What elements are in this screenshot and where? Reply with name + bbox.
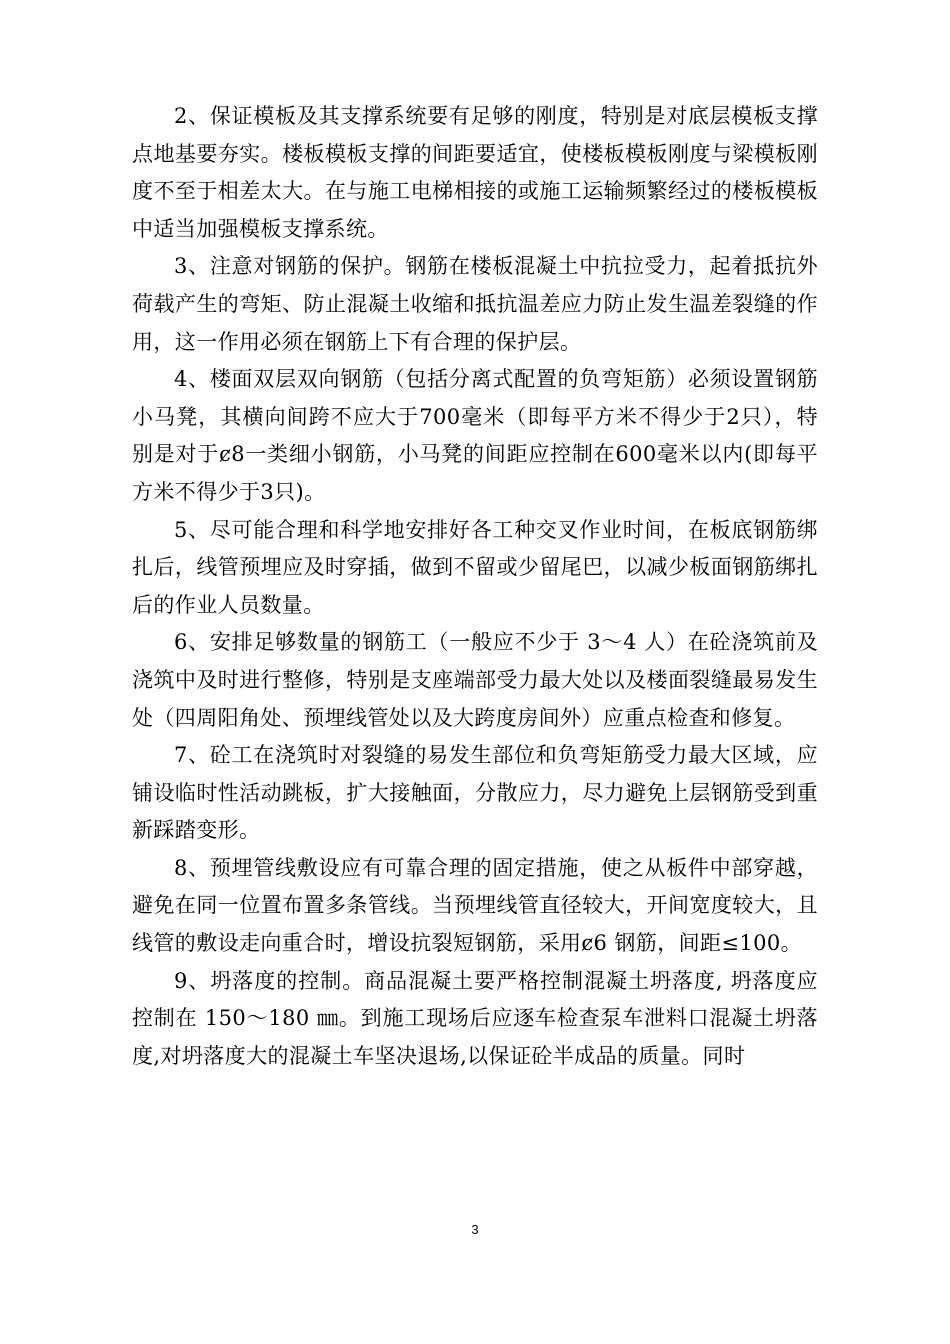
- paragraph-2: 2、保证模板及其支撑系统要有足够的刚度，特别是对底层模板支撑点地基要夯实。楼板模板支撑的间距要适宜，使楼板模板刚度与梁模板刚度不至于相差太大。在与施工电梯相接的或施工运输频繁经过的楼板模板中适当加强模板支撑系统。: [132, 104, 818, 241]
- paragraph-7: 7、砼工在浇筑时对裂缝的易发生部位和负弯矩筋受力最大区域，应铺设临时性活动跳板，扩大接触面，分散应力，尽力避免上层钢筋受到重新踩踏变形。: [132, 743, 818, 843]
- paragraph-5: 5、尽可能合理和科学地安排好各工种交叉作业时间，在板底钢筋绑扎后，线管预埋应及时穿插，做到不留或少留尾巴，以减少板面钢筋绑扎后的作业人员数量。: [132, 517, 818, 617]
- paragraph-6: 6、安排足够数量的钢筋工（一般应不少于 3～4 人）在砼浇筑前及浇筑中及时进行整修，特别是支座端部受力最大处以及楼面裂缝最易发生处（四周阳角处、预埋线管处以及大跨度房间外）应重点检查和修复。: [132, 630, 818, 730]
- page-number: 3: [471, 1222, 479, 1237]
- document-body: [132, 98, 818, 1075]
- paragraph-8: 8、预埋管线敷设应有可靠合理的固定措施，使之从板件中部穿越，避免在同一位置布置多条管线。当预埋线管直径较大，开间宽度较大，且线管的敷设走向重合时，增设抗裂短钢筋，采用ȼ6 钢筋，间距≤100。: [132, 855, 818, 956]
- paragraph-9: 9、坍落度的控制。商品混凝土要严格控制混凝土坍落度, 坍落度应控制在 150～180 ㎜。到施工现场后应逐车检查泵车泄料口混凝土坍落度,对坍落度大的混凝土车坚决退场,以保证砼半成品的质量。同时: [132, 968, 818, 1068]
- paragraph-3: 3、注意对钢筋的保护。钢筋在楼板混凝土中抗拉受力，起着抵抗外荷载产生的弯矩、防止混凝土收缩和抵抗温差应力防止发生温差裂缝的作用，这一作用必须在钢筋上下有合理的保护层。: [132, 254, 818, 354]
- paragraph-4: 4、楼面双层双向钢筋（包括分离式配置的负弯矩筋）必须设置钢筋小马凳，其横向间跨不应大于700毫米（即每平方米不得少于2只），特别是对于ȼ8一类细小钢筋，小马凳的间距应控制在600毫米以内(即每平方米不得少于3只)。: [132, 367, 818, 504]
